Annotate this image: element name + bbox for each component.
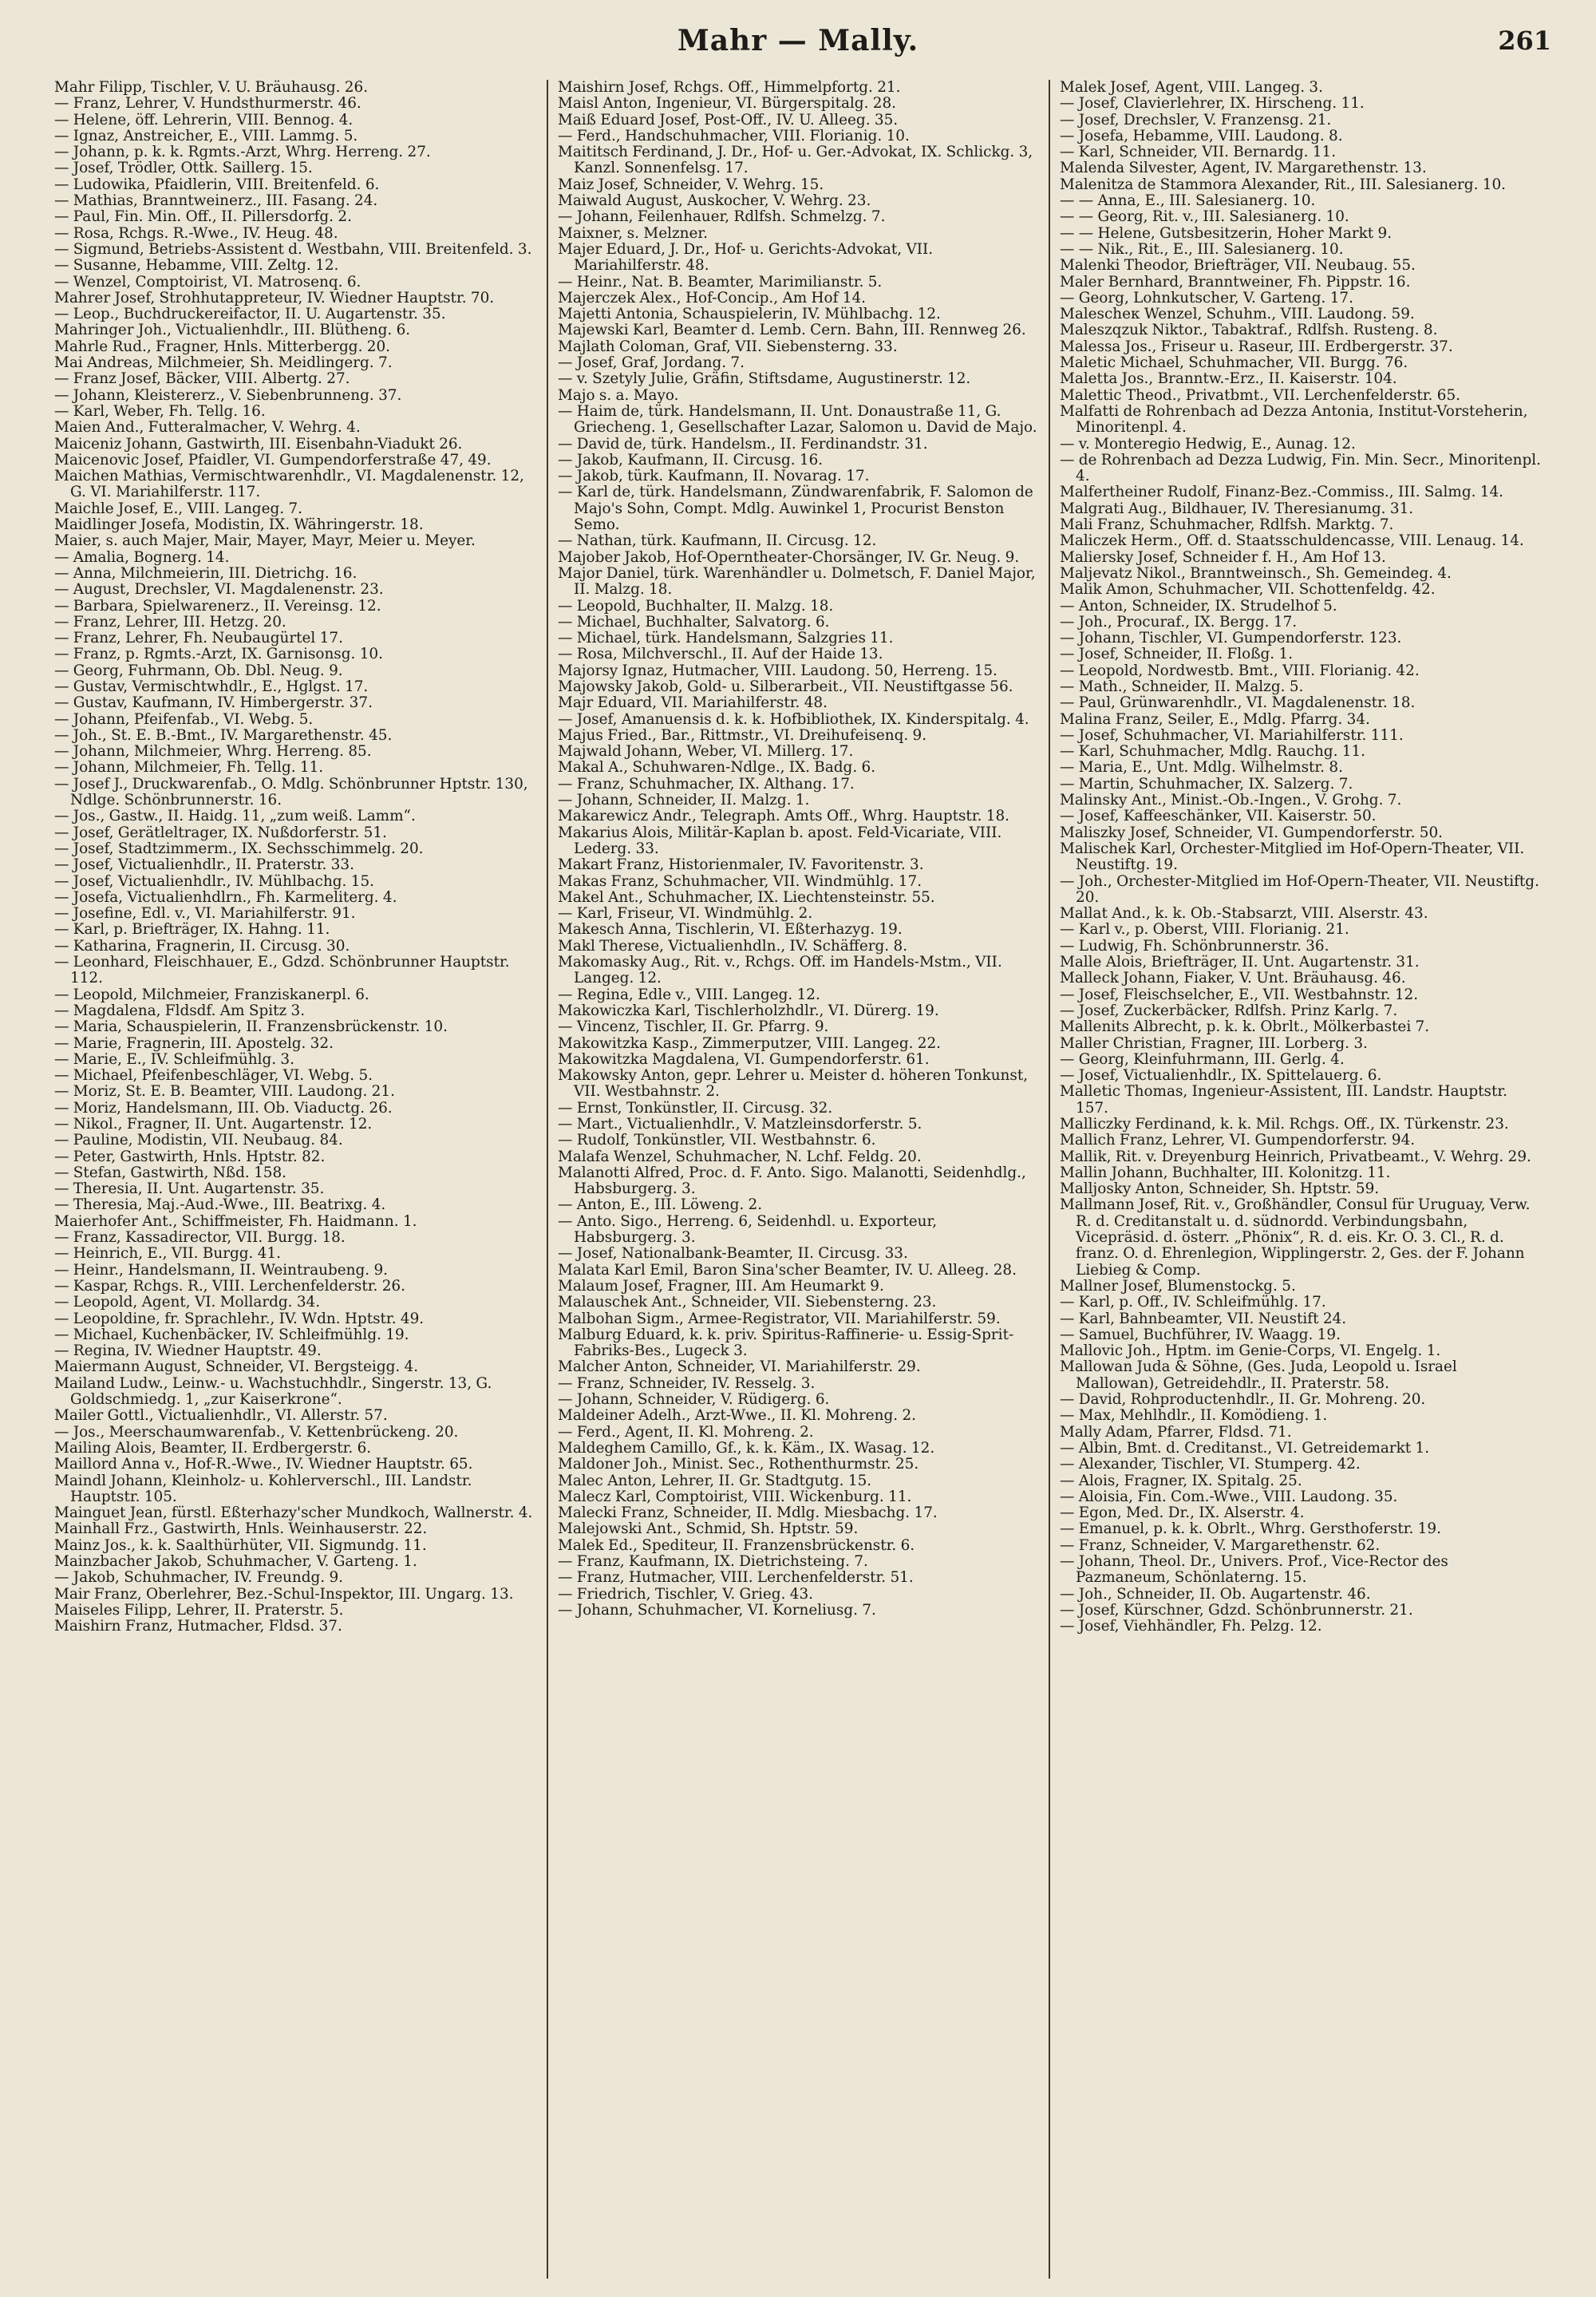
directory-entry: — Rudolf, Tonkünstler, VII. Westbahnstr. 6. bbox=[558, 1132, 876, 1149]
directory-entry: — Josef, Nationalbank-Beamter, II. Circusg. 33. bbox=[558, 1245, 908, 1263]
directory-entry: Mallmann Josef, Rit. v., Großhändler, Consul für Uruguay, Verw. R. d. Creditanstalt u. d. südnordd. Verbindungsbahn, Vicepräsid. d. österr. „Phönix“, R. d. eis. Kr. O. 3. Cl., R. d. franz. O. d. Ehrenlegion, Wipplingerstr. 2, Ges. der F. Johann Liebieg & Comp. bbox=[1060, 1196, 1531, 1279]
directory-entry: Maishirn Franz, Hutmacher, Fldsd. 37. bbox=[54, 1618, 342, 1635]
directory-entry: Mali Franz, Schuhmacher, Rdlfsh. Marktg. 7. bbox=[1060, 516, 1394, 534]
directory-entry: Maiermann August, Schneider, VI. Bergsteigg. 4. bbox=[54, 1358, 419, 1376]
directory-entry: — Leopoldine, fr. Sprachlehr., IV. Wdn. Hptstr. 49. bbox=[54, 1310, 425, 1327]
directory-entry: — Johann, Feilenhauer, Rdlfsh. Schmelzg. 7. bbox=[558, 208, 886, 226]
directory-entry: — Johann, Schuhmacher, VI. Korneliusg. 7. bbox=[558, 1601, 876, 1619]
directory-entry: — Ferd., Handschuhmacher, VIII. Florianig. 10. bbox=[558, 127, 910, 144]
directory-entry: — Josefa, Hebamme, VIII. Laudong. 8. bbox=[1060, 127, 1343, 144]
directory-entry: — Jos., Meerschaumwarenfab., V. Kettenbrückeng. 20. bbox=[54, 1423, 459, 1441]
directory-entry: Mailing Alois, Beamter, II. Erdbergerstr. 6. bbox=[54, 1439, 372, 1457]
directory-entry: — Joh., Orchester-Mitglied im Hof-Opern-Theater, VII. Neustiftg. 20. bbox=[1060, 872, 1539, 906]
directory-entry: Mally Adam, Pfarrer, Fldsd. 71. bbox=[1060, 1423, 1292, 1441]
directory-entry: Mallin Johann, Buchhalter, III. Kolonitzg. 11. bbox=[1060, 1164, 1391, 1181]
directory-entry: Makart Franz, Historienmaler, IV. Favoritenstr. 3. bbox=[558, 856, 924, 874]
directory-entry: Mai Andreas, Milchmeier, Sh. Meidlingerg. 7. bbox=[54, 354, 393, 372]
directory-entry: Malessa Jos., Friseur u. Rasеur, III. Erdbergerstr. 37. bbox=[1060, 338, 1453, 355]
directory-entry: — Rosa, Rchgs. R.-Wwe., IV. Heug. 48. bbox=[54, 224, 338, 242]
directory-entry: Malfertheiner Rudolf, Finanz-Bez.-Commiss., III. Salmg. 14. bbox=[1060, 484, 1504, 501]
directory-entry: — Pauline, Modistin, VII. Neubaug. 84. bbox=[54, 1132, 343, 1149]
directory-entry: — v. Szetyly Julie, Gräfin, Stiftsdame, Augustinerstr. 12. bbox=[558, 370, 971, 388]
directory-entry: — Egon, Med. Dr., IX. Alserstr. 4. bbox=[1060, 1504, 1305, 1522]
directory-entry: — Max, Mehlhdlr., II. Komödieng. 1. bbox=[1060, 1407, 1328, 1425]
directory-entry: — Franz, Kassadirector, VII. Burgg. 18. bbox=[54, 1229, 346, 1247]
directory-entry: Makomasky Aug., Rit. v., Rchgs. Off. im Handels-Mstm., VII. Langeg. 12. bbox=[558, 954, 1002, 987]
directory-entry: — Josef, Victualienhdlr., II. Praterstr. 33. bbox=[54, 856, 354, 874]
directory-entry: — Nikol., Fragner, II. Unt. Augartenstr. 12. bbox=[54, 1116, 373, 1133]
directory-entry: — Ignaz, Anstreicher, E., VIII. Lammg. 5. bbox=[54, 127, 358, 144]
directory-entry: Malenda Silvester, Agent, IV. Margarethenstr. 13. bbox=[1060, 160, 1427, 177]
directory-entry: — Leonhard, Fleischhauer, E., Gdzd. Schönbrunner Hauptstr. 112. bbox=[54, 954, 510, 987]
directory-entry: — Johann, Milchmeier, Fh. Tellg. 11. bbox=[54, 759, 324, 777]
directory-entry: Malauschek Ant., Schneider, VII. Siebensterng. 23. bbox=[558, 1294, 937, 1311]
directory-entry: — Aloisia, Fin. Com.-Wwe., VIII. Laudong. 35. bbox=[1060, 1488, 1398, 1505]
directory-entry: Malgrati Aug., Bildhauer, IV. Theresianumg. 31. bbox=[1060, 500, 1414, 517]
directory-entry: — Marie, Fragnerin, III. Apostelg. 32. bbox=[54, 1034, 334, 1052]
directory-entry: Mahrle Rud., Fragner, Hnls. Mitterbergg. 20. bbox=[54, 338, 391, 355]
directory-entry: Makarius Alois, Militär-Kaplan b. apost. Feld-Vicariate, VIII. Lederg. 33. bbox=[558, 824, 1002, 857]
directory-entry: Malejowski Ant., Schmid, Sh. Hptstr. 59. bbox=[558, 1520, 859, 1538]
directory-entry: Malbohan Sigm., Armee-Registrator, VII. Mariahilferstr. 59. bbox=[558, 1310, 1001, 1327]
directory-entry: Maishirn Josef, Rchgs. Off., Himmelpfortg. 21. bbox=[558, 80, 901, 96]
directory-entry: Malina Franz, Seiler, E., Mdlg. Pfarrg. 34. bbox=[1060, 710, 1370, 728]
directory-entry: — Franz, Schuhmacher, IX. Althang. 17. bbox=[558, 775, 855, 793]
directory-entry: Malle Alois, Briefträger, II. Unt. Augartenstr. 31. bbox=[1060, 954, 1420, 971]
directory-entry: — Josef J., Druckwarenfab., O. Mdlg. Schönbrunner Hptstr. 130, Ndlge. Schönbrunnerstr. 16. bbox=[54, 775, 528, 809]
directory-entry: — Michael, Kuchenbäcker, IV. Schleifmühlg. 19. bbox=[54, 1326, 409, 1343]
directory-entry: Makowsky Anton, gepr. Lehrer u. Meister d. höheren Tonkunst, VII. Westbahnstr. 2. bbox=[558, 1067, 1029, 1101]
directory-entry: — Josef, Drechsler, V. Franzensg. 21. bbox=[1060, 111, 1332, 128]
directory-entry: — Karl v., p. Oberst, VIII. Florianig. 21. bbox=[1060, 921, 1349, 939]
directory-entry: Mallat And., k. k. Ob.-Stabsarzt, VIII. Alserstr. 43. bbox=[1060, 905, 1428, 923]
directory-entry: Malecki Franz, Schneider, II. Mdlg. Miesbachg. 17. bbox=[558, 1504, 938, 1522]
directory-entry: — Peter, Gastwirth, Hnls. Hptstr. 82. bbox=[54, 1148, 326, 1165]
directory-entry: Mailer Gottl., Victualienhdlr., VI. Allerstr. 57. bbox=[54, 1407, 388, 1425]
directory-entry: — Josef, Schneider, II. Floßg. 1. bbox=[1060, 646, 1294, 663]
directory-entry: — Anna, Milchmeierin, III. Dietrichg. 16. bbox=[54, 564, 358, 582]
directory-entry: Maletta Jos., Branntw.-Erz., II. Kaiserstr. 104. bbox=[1060, 370, 1397, 388]
directory-entry: — Jakob, Kaufmann, II. Circusg. 16. bbox=[558, 451, 824, 468]
directory-entry: — Josef, Trödler, Ottk. Saillerg. 15. bbox=[54, 160, 313, 177]
directory-entry: Malliczky Ferdinand, k. k. Mil. Rchgs. Off., IX. Türkenstr. 23. bbox=[1060, 1116, 1509, 1133]
directory-entry: — Albin, Bmt. d. Creditanst., VI. Getreidemarkt 1. bbox=[1060, 1439, 1430, 1457]
directory-entry: — Johann, Theol. Dr., Univers. Prof., Vice-Rector des Pazmaneum, Schönlaterng. 15. bbox=[1060, 1553, 1448, 1587]
directory-entry: Mallich Franz, Lehrer, VI. Gumpendorferstr. 94. bbox=[1060, 1132, 1416, 1149]
directory-entry: — Franz, Lehrer, V. Hundsthurmerstr. 46. bbox=[54, 95, 361, 113]
directory-entry: — Jos., Gastw., II. Haidg. 11, „zum weiß. Lamm“. bbox=[54, 808, 416, 825]
directory-entry: — Sigmund, Betriebs-Assistent d. Westbahn, VIII. Breitenfeld. 3. bbox=[54, 240, 532, 258]
directory-entry: Malanotti Alfred, Proc. d. F. Anto. Sigo. Malanotti, Seidenhdlg., Habsburgerg. 3. bbox=[558, 1164, 1026, 1198]
directory-entry: — Gustav, Kaufmann, IV. Himbergerstr. 37. bbox=[54, 694, 373, 712]
page-header bbox=[45, 24, 1551, 69]
directory-entry: — Moriz, St. E. B. Beamter, VIII. Laudong. 21. bbox=[54, 1083, 395, 1101]
directory-entry: Makarewicz Andr., Telegraph. Amts Off., Whrg. Hauptstr. 18. bbox=[558, 808, 1010, 825]
directory-entry: Majetti Antonia, Schauspielerin, IV. Mühlbachg. 12. bbox=[558, 306, 941, 323]
directory-entry: — Haim de, türk. Handelsmann, II. Unt. Donaustraße 11, G. Griecheng. 1, Gesellschafter Lazar, Salomon u. David de Majo. bbox=[558, 402, 1037, 437]
directory-entry: Majlath Coloman, Graf, VII. Siebensterng. 33. bbox=[558, 338, 898, 355]
directory-entry: Malec Anton, Lehrer, II. Gr. Stadtgutg. 15. bbox=[558, 1472, 872, 1489]
directory-entry: — Alexander, Tischler, VI. Stumperg. 42. bbox=[1060, 1456, 1361, 1473]
directory-entry: Maidlinger Josefa, Modistin, IX. Währingerstr. 18. bbox=[54, 516, 424, 534]
directory-entry: Malinsky Ant., Minist.-Ob.-Ingen., V. Grohg. 7. bbox=[1060, 792, 1402, 809]
directory-entry: Majowsky Jakob, Gold- u. Silberarbeit., VII. Neustiftgasse 56. bbox=[558, 678, 1013, 695]
directory-entry: — Georg, Kleinfuhrmann, III. Gerlg. 4. bbox=[1060, 1050, 1345, 1068]
directory-entry: Maichen Mathias, Vermischtwarenhdlr., VI. Magdalenenstr. 12, G. VI. Mariahilferstr. 117. bbox=[54, 468, 524, 501]
directory-entry: Malecz Karl, Comptoirist, VIII. Wickenburg. 11. bbox=[558, 1488, 912, 1505]
directory-entry: — Friedrich, Tischler, V. Grieg. 43. bbox=[558, 1585, 814, 1603]
directory-entry: — Leopold, Agent, VI. Mollardg. 34. bbox=[54, 1294, 321, 1311]
directory-entry: Maisl Anton, Ingenieur, VI. Bürgerspitalg. 28. bbox=[558, 95, 897, 113]
directory-column-3 bbox=[1049, 80, 1551, 2279]
directory-entry: Malenitza de Stammora Alexander, Rit., III. Salesianerg. 10. bbox=[1060, 176, 1507, 193]
directory-entry: — Ludowika, Pfaidlerin, VIII. Breitenfeld. 6. bbox=[54, 176, 380, 193]
directory-entry: — — Anna, E., III. Salesianerg. 10. bbox=[1060, 192, 1316, 210]
directory-entry: — Leopold, Milchmeier, Franziskanerpl. 6. bbox=[54, 986, 369, 1003]
directory-entry: Makal A., Schuhwaren-Ndlge., IX. Badg. 6. bbox=[558, 759, 876, 777]
directory-entry: — Georg, Fuhrmann, Ob. Dbl. Neug. 9. bbox=[54, 662, 343, 679]
directory-entry: Mallik, Rit. v. Dreyenburg Heinrich, Privatbeamt., V. Wehrg. 29. bbox=[1060, 1148, 1531, 1165]
directory-entry: — Josef, Clavierlehrer, IX. Hirscheng. 11. bbox=[1060, 95, 1365, 113]
directory-entry: Malaum Josef, Fragner, III. Am Heumarkt 9. bbox=[558, 1277, 884, 1295]
directory-entry: — Ferd., Agent, II. Kl. Mohreng. 2. bbox=[558, 1423, 814, 1441]
directory-entry: Maititsch Ferdinand, J. Dr., Hof- u. Ger.-Advokat, IX. Schlickg. 3, Kanzl. Sonnenfelsg. 17. bbox=[558, 144, 1033, 177]
directory-entry: — Franz Josef, Bäcker, VIII. Albertg. 27. bbox=[54, 370, 350, 388]
directory-entry: Majo s. a. Mayo. bbox=[558, 386, 679, 404]
directory-entry: — Mart., Victualienhdlr., V. Matzleinsdorferstr. 5. bbox=[558, 1116, 922, 1133]
directory-entry: — Stefan, Gastwirth, Nßd. 158. bbox=[54, 1164, 287, 1181]
directory-entry: Mair Franz, Oberlehrer, Bez.-Schul-Inspektor, III. Ungarg. 13. bbox=[54, 1585, 514, 1603]
directory-entry: Mallovic Joh., Hptm. im Genie-Corps, VI. Engelg. 1. bbox=[1060, 1342, 1441, 1360]
directory-entry: — Theresia, Maj.-Aud.-Wwe., III. Beatrixg. 4. bbox=[54, 1196, 386, 1214]
directory-entry: — Magdalena, Fldsdf. Am Spitz 3. bbox=[54, 1002, 306, 1019]
directory-entry: — Johann, Pfeifenfab., VI. Webg. 5. bbox=[54, 710, 314, 728]
directory-entry: Malburg Eduard, k. k. priv. Spiritus-Raffinerie- u. Essig-Sprit-Fabriks-Bes., Lugeck 3. bbox=[558, 1326, 1014, 1360]
directory-entry: — Karl, p. Off., IV. Schleifmühlg. 17. bbox=[1060, 1294, 1326, 1311]
directory-entry: — Josef, Victualienhdlr., IV. Mühlbachg. 15. bbox=[54, 872, 374, 890]
directory-entry: Makowiczka Karl, Tischlerholzhdlr., VI. Dürerg. 19. bbox=[558, 1002, 939, 1019]
directory-entry: — Franz, Lehrer, III. Hetzg. 20. bbox=[54, 613, 286, 631]
directory-entry: Maicenovic Josef, Pfaidler, VI. Gumpendorferstraße 47, 49. bbox=[54, 451, 492, 468]
directory-entry: — Karl, Bahnbeamter, VII. Neustift 24. bbox=[1060, 1310, 1347, 1327]
directory-entry: — Franz, Hutmacher, VIII. Lerchenfelderstr. 51. bbox=[558, 1569, 914, 1587]
directory-entry: — Barbara, Spielwarenerz., II. Vereinsg. 12. bbox=[54, 597, 381, 615]
directory-entry: — Joh., St. E. B.-Bmt., IV. Margarethenstr. 45. bbox=[54, 726, 393, 744]
directory-entry: Majer Eduard, J. Dr., Hof- u. Gerichts-Advokat, VII. Mariahilferstr. 48. bbox=[558, 240, 934, 275]
directory-entry: Malek Josef, Agent, VIII. Langeg. 3. bbox=[1060, 80, 1323, 96]
directory-entry: — — Georg, Rit. v., III. Salesianerg. 10. bbox=[1060, 208, 1349, 226]
directory-entry: Malettic Theod., Privatbmt., VII. Lerchenfelderstr. 65. bbox=[1060, 386, 1460, 404]
directory-entry: Maler Bernhard, Branntweiner, Fh. Pippstr. 16. bbox=[1060, 273, 1411, 291]
directory-entry: — Josef, Kaffeeschänker, VII. Kaiserstr. 50. bbox=[1060, 808, 1377, 825]
directory-entry: — Josef, Schuhmacher, VI. Mariahilferstr. 111. bbox=[1060, 726, 1404, 744]
directory-entry: — Franz, Schneider, V. Margarethenstr. 62. bbox=[1060, 1536, 1381, 1554]
directory-entry: — Katharina, Fragnerin, II. Circusg. 30. bbox=[54, 937, 350, 955]
directory-entry: Malfatti de Rohrenbach ad Dezza Antonia, Institut-Vorsteherin, Minoritenpl. 4. bbox=[1060, 402, 1528, 437]
directory-entry: — Amalia, Bognerg. 14. bbox=[54, 548, 230, 566]
directory-entry: Makas Franz, Schuhmacher, VII. Windmühlg. 17. bbox=[558, 872, 922, 890]
directory-entry: Mallowan Juda & Söhne, (Ges. Juda, Leopold u. Israel Mallowan), Getreidehdlr., II. Praterstr. 58. bbox=[1060, 1358, 1457, 1392]
directory-entry: Malenki Theodor, Briefträger, VII. Neubaug. 55. bbox=[1060, 257, 1416, 275]
directory-entry: — Kaspar, Rchgs. R., VIII. Lerchenfelderstr. 26. bbox=[54, 1277, 405, 1295]
directory-entry: Malischek Karl, Orchester-Mitglied im Hof-Opern-Theater, VII. Neustiftg. 19. bbox=[1060, 840, 1525, 874]
directory-entry: Malljosky Anton, Schneider, Sh. Hptstr. 59. bbox=[1060, 1180, 1380, 1198]
directory-entry: Maierhofer Ant., Schiffmeister, Fh. Haidmann. 1. bbox=[54, 1212, 417, 1230]
directory-entry: — v. Monteregio Hedwig, E., Aunag. 12. bbox=[1060, 435, 1356, 453]
directory-entry: — Karl, Schuhmacher, Mdlg. Rauchg. 11. bbox=[1060, 743, 1366, 761]
directory-entry: Maien And., Futteralmacher, V. Wehrg. 4. bbox=[54, 419, 361, 437]
directory-entry: Malek Ed., Spediteur, II. Franzensbrückenstr. 6. bbox=[558, 1536, 915, 1554]
directory-entry: — Nathan, türk. Kaufmann, II. Circusg. 12. bbox=[558, 532, 877, 550]
directory-entry: — — Helene, Gutsbesitzerin, Hoher Markt 9. bbox=[1060, 224, 1393, 242]
directory-entry: — Leop., Buchdruckereifactor, II. U. Augartenstr. 35. bbox=[54, 306, 446, 323]
directory-entry: — Georg, Lohnkutscher, V. Garteng. 17. bbox=[1060, 289, 1353, 306]
directory-entry: Majerczek Alex., Hof-Concip., Am Hof 14. bbox=[558, 289, 867, 306]
directory-entry: — David, Rohproductenhdlr., II. Gr. Mohreng. 20. bbox=[1060, 1391, 1426, 1409]
directory-entry: — Mathias, Branntweinerz., III. Fasang. 24. bbox=[54, 192, 378, 210]
directory-entry: Maldoner Joh., Minist. Sec., Rothenthurmstr. 25. bbox=[558, 1456, 919, 1473]
directory-entry: — Ernst, Tonkünstler, II. Circusg. 32. bbox=[558, 1099, 833, 1117]
directory-entry: — Michael, Buchhalter, Salvatorg. 6. bbox=[558, 613, 830, 631]
directory-entry: Majober Jakob, Hof-Opernthеater-Chorsänger, IV. Gr. Neug. 9. bbox=[558, 548, 1020, 566]
directory-entry: — Samuel, Buchführer, IV. Waagg. 19. bbox=[1060, 1326, 1341, 1343]
directory-entry: — Johann, Milchmeier, Whrg. Herreng. 85. bbox=[54, 743, 372, 761]
directory-entry: — Emanuel, p. k. k. Obrlt., Whrg. Gersthoferstr. 19. bbox=[1060, 1520, 1441, 1538]
directory-entry: — Heinr., Nat. B. Beamter, Marimilianstr. 5. bbox=[558, 273, 883, 291]
directory-entry: — Johann, Tischler, VI. Gumpendorferstr. 123. bbox=[1060, 630, 1402, 647]
directory-entry: Maillord Anna v., Hof-R.-Wwe., IV. Wiedner Hauptstr. 65. bbox=[54, 1456, 473, 1473]
directory-entry: — Anton, Schneider, IX. Strudelhof 5. bbox=[1060, 597, 1337, 615]
directory-entry: — Wenzel, Comptoirist, VI. Matrosenq. 6. bbox=[54, 273, 361, 291]
directory-entry: Maiseles Filipp, Lehrer, II. Praterstr. 5. bbox=[54, 1601, 344, 1619]
directory-entry: — Josef, Gerätleltrager, IX. Nußdorferstr. 51. bbox=[54, 824, 387, 841]
directory-entry: — Joh., Procuraf., IX. Bergg. 17. bbox=[1060, 613, 1298, 631]
directory-entry: Mainguet Jean, fürstl. Eßterhazy'scher Mundkoch, Wallnerstr. 4. bbox=[54, 1504, 533, 1522]
directory-entry: — Martin, Schuhmacher, IX. Salzerg. 7. bbox=[1060, 775, 1353, 793]
directory-entry: — Franz, p. Rgmts.-Arzt, IX. Garnisonsg. 10. bbox=[54, 646, 383, 663]
page-title: Mahr — Mally. bbox=[677, 24, 919, 57]
directory-entry: — Franz, Schneider, IV. Resselg. 3. bbox=[558, 1374, 816, 1392]
directory-entry: — Franz, Kaufmann, IX. Dietrichsteing. 7. bbox=[558, 1553, 868, 1571]
directory-entry: — Susanne, Hebamme, VIII. Zeltg. 12. bbox=[54, 257, 339, 275]
directory-entry: Mallner Josef, Blumenstockg. 5. bbox=[1060, 1277, 1296, 1295]
directory-entry: Malata Karl Emil, Baron Sina'scher Beamter, IV. U. Alleeg. 28. bbox=[558, 1261, 1017, 1279]
directory-entry: — Regina, IV. Wiedner Hauptstr. 49. bbox=[54, 1342, 322, 1360]
directory-entry: — Josef, Zuckerbäcker, Rdlfsh. Prinz Karlg. 7. bbox=[1060, 1002, 1398, 1019]
directory-entry: Majr Eduard, VII. Mariahilferstr. 48. bbox=[558, 694, 828, 712]
directory-entry: — Gustav, Vermischtwhdlr., E., Hglgst. 17. bbox=[54, 678, 369, 695]
directory-entry: — Karl, p. Briefträger, IX. Hahng. 11. bbox=[54, 921, 330, 939]
directory-entry: — Josef, Kürschner, Gdzd. Schönbrunnerstr. 21. bbox=[1060, 1601, 1413, 1619]
directory-entry: Maiwald August, Auskocher, V. Wehrg. 23. bbox=[558, 192, 871, 210]
directory-entry: Maiceniz Johann, Gastwirth, III. Eisenbahn-Viadukt 26. bbox=[54, 435, 463, 453]
directory-entry: Maliczek Herm., Off. d. Staatsschuldencasse, VIII. Lenaug. 14. bbox=[1060, 532, 1524, 550]
directory-entry: — Leopold, Nordwestb. Bmt., VIII. Florianig. 42. bbox=[1060, 662, 1420, 679]
directory-entry: Mailand Ludw., Leinw.- u. Wachstuchhdlr., Singerstr. 13, G. Goldschmiedg. 1, „zur Kaiserkrone“. bbox=[54, 1374, 492, 1409]
directory-entry: Maldeiner Adelh., Arzt-Wwe., II. Kl. Mohreng. 2. bbox=[558, 1407, 917, 1425]
directory-entry: — Josef, Viehhändler, Fh. Pelzg. 12. bbox=[1060, 1618, 1322, 1635]
directory-entry: — Johann, Kleistererz., V. Siebenbrunneng. 37. bbox=[54, 386, 402, 404]
directory-entry: Maldeghem Camillo, Gf., k. k. Käm., IX. Wasag. 12. bbox=[558, 1439, 935, 1457]
directory-entry: Mahringer Joh., Victualienhdlr., III. Blütheng. 6. bbox=[54, 322, 411, 339]
page-number: 261 bbox=[1498, 26, 1551, 56]
directory-entry: Maixner, s. Melzner. bbox=[558, 224, 708, 242]
directory-entry: Mahr Filipp, Tischler, V. U. Bräuhausg. 26. bbox=[54, 80, 369, 96]
directory-entry: Maller Christian, Fragner, III. Lorberg. 3. bbox=[1060, 1034, 1368, 1052]
directory-entry: Maliersky Josef, Schneider f. H., Am Hof 13. bbox=[1060, 548, 1386, 566]
directory-entry: — — Nik., Rit., E., III. Salesianerg. 10. bbox=[1060, 240, 1344, 258]
directory-entry: Makesch Anna, Tischlerin, VI. Eßterhazyg. 19. bbox=[558, 921, 903, 939]
directory-entry: — Anton, E., III. Löweng. 2. bbox=[558, 1196, 763, 1214]
directory-entry: Malleck Johann, Fiaker, V. Unt. Bräuhausg. 46. bbox=[1060, 970, 1406, 987]
directory-entry: — Josef, Graf, Jordang. 7. bbox=[558, 354, 745, 372]
directory-entry: Maier, s. auch Majer, Mair, Mayer, Mayr, Meier u. Meyer. bbox=[54, 532, 476, 550]
directory-entry: — Karl de, türk. Handelsmann, Zündwarenfabrik, F. Salomon de Majo's Sohn, Compt. Mdlg. Auwinkel 1, Procurist Benston Semo. bbox=[558, 484, 1033, 534]
directory-entry: Maiz Josef, Schneider, V. Wehrg. 15. bbox=[558, 176, 824, 193]
directory-entry: — Franz, Lehrer, Fh. Neubaugürtel 17. bbox=[54, 630, 343, 647]
directory-entry: — Leopold, Buchhalter, II. Malzg. 18. bbox=[558, 597, 834, 615]
directory-column-1 bbox=[45, 80, 547, 2279]
directory-entry: — Theresia, II. Unt. Augartenstr. 35. bbox=[54, 1180, 325, 1198]
directory-entry: Maichle Josef, E., VIII. Langeg. 7. bbox=[54, 500, 302, 517]
directory-entry: — Moriz, Handelsmann, III. Ob. Viaductg. 26. bbox=[54, 1099, 393, 1117]
directory-entry: Mainz Jos., k. k. Saalthürhüter, VII. Sigmundg. 11. bbox=[54, 1536, 427, 1554]
directory-entry: Makel Ant., Schuhmacher, IX. Liechtensteinstr. 55. bbox=[558, 888, 935, 906]
directory-entry: — David de, türk. Handelsm., II. Ferdinandstr. 31. bbox=[558, 435, 928, 453]
directory-entry: Malafa Wenzel, Schuhmacher, N. Lchf. Feldg. 20. bbox=[558, 1148, 922, 1165]
directory-entry: — de Rohrenbach ad Dezza Ludwig, Fin. Min. Secr., Minoritenpl. 4. bbox=[1060, 451, 1542, 485]
directory-entry: — August, Drechsler, VI. Magdalenenstr. 23. bbox=[54, 581, 384, 599]
directory-entry: Majwald Johann, Weber, VI. Millerg. 17. bbox=[558, 743, 854, 761]
directory-entry: — Jakob, Schuhmacher, IV. Freundg. 9. bbox=[54, 1569, 344, 1587]
directory-entry: — Alois, Fragner, IX. Spitalg. 25. bbox=[1060, 1472, 1302, 1489]
directory-entry: — Josef, Fleischselcher, E., VII. Westbahnstr. 12. bbox=[1060, 986, 1419, 1003]
directory-entry: — Michael, Pfeifenbeschläger, VI. Webg. 5. bbox=[54, 1067, 373, 1085]
directory-entry: Major Daniel, türk. Warenhändler u. Dolmetsch, F. Daniel Major, II. Malzg. 18. bbox=[558, 564, 1036, 599]
directory-entry: — Heinr., Handelsmann, II. Weintraubeng. 9. bbox=[54, 1261, 389, 1279]
directory-entry: — Johann, Schneider, II. Malzg. 1. bbox=[558, 792, 810, 809]
directory-entry: — Ludwig, Fh. Schönbrunnerstr. 36. bbox=[1060, 937, 1329, 955]
directory-entry: — Josef, Victualienhdlr., IX. Spittelauerg. 6. bbox=[1060, 1067, 1382, 1085]
directory-entry: Mahrer Josef, Strohhutappreteur, IV. Wiedner Hauptstr. 70. bbox=[54, 289, 495, 306]
directory-entry: Maletic Michael, Schuhmacher, VII. Burgg. 76. bbox=[1060, 354, 1408, 372]
directory-entry: Majus Fried., Bar., Rittmstr., VI. Dreihufeisenq. 9. bbox=[558, 726, 927, 744]
directory-entry: — Paul, Grünwarenhdlr., VI. Magdalenenstr. 18. bbox=[1060, 694, 1416, 712]
directory-entry: — Regina, Edle v., VIII. Langeg. 12. bbox=[558, 986, 820, 1003]
directory-entry: Mainhall Frz., Gastwirth, Hnls. Weinhauserstr. 22. bbox=[54, 1520, 428, 1538]
directory-entry: — Michael, türk. Handelsmann, Salzgries 11. bbox=[558, 630, 894, 647]
directory-entry: Majorsy Ignaz, Hutmacher, VIII. Laudong. 50, Herreng. 15. bbox=[558, 662, 998, 679]
directory-entry: — Josef, Stadtzimmerm., IX. Sechsschimmelg. 20. bbox=[54, 840, 424, 857]
directory-entry: — Karl, Schneider, VII. Bernardg. 11. bbox=[1060, 144, 1337, 161]
directory-entry: — Jakob, türk. Kaufmann, II. Novarag. 17. bbox=[558, 468, 870, 485]
directory-entry: — Vincenz, Tischler, II. Gr. Pfarrg. 9. bbox=[558, 1018, 829, 1036]
directory-columns bbox=[45, 80, 1551, 2279]
directory-entry: — Josefa, Victualienhdlrn., Fh. Karmeliterg. 4. bbox=[54, 888, 397, 906]
directory-entry: Malik Amon, Schuhmacher, VII. Schottenfeldg. 42. bbox=[1060, 581, 1436, 599]
directory-entry: — Johann, Schneider, V. Rüdigerg. 6. bbox=[558, 1391, 830, 1409]
directory-entry: — Heinrich, E., VII. Burgg. 41. bbox=[54, 1245, 281, 1263]
directory-entry: Makl Therese, Victualienhdln., IV. Schäfferg. 8. bbox=[558, 937, 908, 955]
directory-column-2 bbox=[547, 80, 1049, 2279]
directory-entry: Makowitzka Magdalena, VI. Gumpendorferstr. 61. bbox=[558, 1050, 930, 1068]
directory-entry: — Anto. Sigo., Herreng. 6, Seidenhdl. u. Exporteur, Habsburgerg. 3. bbox=[558, 1212, 938, 1247]
directory-entry: — Joh., Schneider, II. Ob. Augartenstr. 46. bbox=[1060, 1585, 1371, 1603]
directory-entry: — Helene, öff. Lehrerin, VIII. Bennog. 4. bbox=[54, 111, 354, 128]
directory-entry: — Maria, E., Unt. Mdlg. Wilhelmstr. 8. bbox=[1060, 759, 1343, 777]
directory-entry: Malletic Thomas, Ingenieur-Assistent, III. Landstr. Hauptstr. 157. bbox=[1060, 1083, 1507, 1117]
directory-entry: Makowitzka Kasp., Zimmerputzer, VIII. Langeg. 22. bbox=[558, 1034, 942, 1052]
directory-entry: Majewski Karl, Beamter d. Lemb. Cern. Bahn, III. Rennweg 26. bbox=[558, 322, 1026, 339]
directory-entry: Maliszky Josef, Schneider, VI. Gumpendorferstr. 50. bbox=[1060, 824, 1444, 841]
directory-entry: — Maria, Schauspielerin, II. Franzensbrückenstr. 10. bbox=[54, 1018, 448, 1036]
directory-entry: — Math., Schneider, II. Malzg. 5. bbox=[1060, 678, 1304, 695]
directory-entry: — Rosa, Milchverschl., II. Auf der Haide 13. bbox=[558, 646, 883, 663]
directory-entry: Maiß Eduard Josef, Post-Off., IV. U. Alleeg. 35. bbox=[558, 111, 899, 128]
directory-entry: Malescheк Wenzel, Schuhm., VIII. Laudong. 59. bbox=[1060, 306, 1415, 323]
directory-entry: Maljevatz Nikol., Branntweinsch., Sh. Gemeindeg. 4. bbox=[1060, 564, 1452, 582]
directory-entry: — Marie, E., IV. Schleifmühlg. 3. bbox=[54, 1050, 294, 1068]
directory-entry: Mallenits Albrecht, p. k. k. Obrlt., Mölkerbastei 7. bbox=[1060, 1018, 1430, 1036]
directory-entry: — Paul, Fin. Min. Off., II. Pillersdorfg. 2. bbox=[54, 208, 352, 226]
directory-entry: — Karl, Weber, Fh. Tellg. 16. bbox=[54, 402, 266, 420]
directory-entry: — Josefine, Edl. v., VI. Mariahilferstr. 91. bbox=[54, 905, 356, 923]
directory-entry: Maleszqzuk Niktor., Tabaktraf., Rdlfsh. Rustеng. 8. bbox=[1060, 322, 1438, 339]
directory-entry: — Karl, Friseur, VI. Windmühlg. 2. bbox=[558, 905, 813, 923]
directory-entry: Malcher Anton, Schneider, VI. Mariahilferstr. 29. bbox=[558, 1358, 921, 1376]
directory-entry: — Josef, Amanuensis d. k. k. Hofbibliothek, IX. Kinderspitalg. 4. bbox=[558, 710, 1029, 728]
directory-entry: Maindl Johann, Kleinholz- u. Kohlerverschl., III. Landstr. Hauptstr. 105. bbox=[54, 1472, 472, 1505]
directory-entry: Mainzbacher Jakob, Schuhmacher, V. Garteng. 1. bbox=[54, 1553, 417, 1571]
directory-entry: — Johann, p. k. k. Rgmts.-Arzt, Whrg. Herreng. 27. bbox=[54, 144, 431, 161]
